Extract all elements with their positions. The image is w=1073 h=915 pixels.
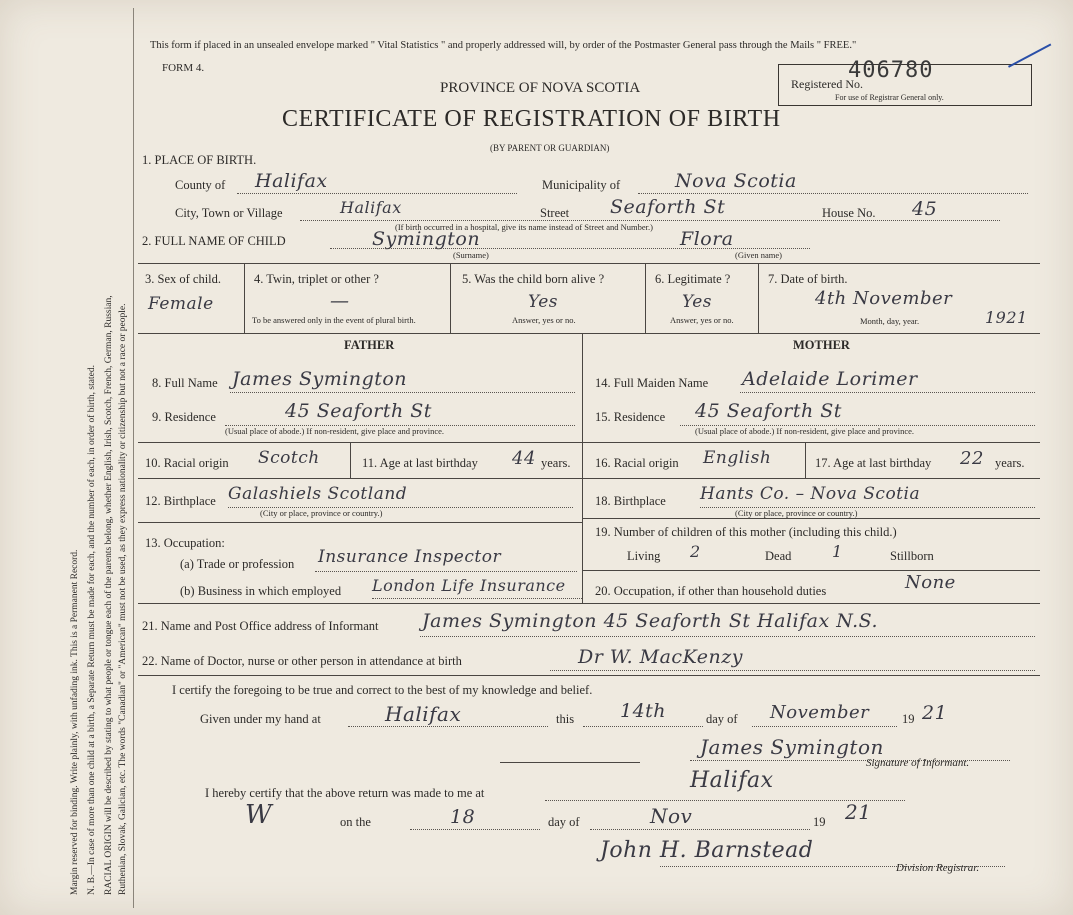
form-number: FORM 4.: [162, 62, 205, 74]
on-the-label: on the: [340, 815, 371, 829]
mother-occupation-value: None: [905, 572, 956, 593]
registered-note: For use of Registrar General only.: [835, 93, 944, 102]
doctor-label: 22. Name of Doctor, nurse or other person in attendance at birth: [142, 654, 462, 668]
father-racial-label: 10. Racial origin: [145, 456, 229, 470]
province-heading: PROVINCE OF NOVA SCOTIA: [440, 80, 641, 96]
certificate-title: CERTIFICATE OF REGISTRATION OF BIRTH: [282, 106, 781, 132]
father-birthplace-value: Galashiels Scotland: [228, 484, 408, 504]
registrar-month-line: [590, 829, 810, 830]
certify-statement: I certify the foregoing to be true and correct to the best of my knowledge and belief.: [172, 683, 593, 697]
legitimate-label: 6. Legitimate ?: [655, 272, 731, 286]
rule-mother-3: [582, 518, 1040, 519]
mother-residence-label: 15. Residence: [595, 410, 666, 424]
given-place: Halifax: [385, 702, 462, 726]
mother-name-value: Adelaide Lorimer: [742, 368, 918, 390]
given-place-line: [348, 726, 548, 727]
twin-value: —: [330, 290, 350, 312]
mother-age-label: 17. Age at last birthday: [815, 456, 932, 470]
mother-name-label: 14. Full Maiden Name: [595, 376, 709, 390]
dob-year: 1921: [985, 308, 1028, 327]
dead-value: 1: [832, 542, 843, 561]
dob-note: Month, day, year.: [860, 316, 920, 326]
mother-heading: MOTHER: [793, 338, 850, 352]
dead-label: Dead: [765, 549, 792, 563]
sex-label: 3. Sex of child.: [145, 272, 222, 286]
mother-age-years: years.: [995, 456, 1025, 470]
certificate-subtitle: (BY PARENT OR GUARDIAN): [490, 143, 610, 153]
margin-note-1: Margin reserved for binding. Write plainly, with unfading ink. This is a Permanent Record.: [70, 549, 80, 895]
rule-col-2: [450, 263, 451, 333]
father-age-years: years.: [541, 456, 571, 470]
legitimate-value: Yes: [682, 292, 713, 312]
registrar-day-of-label: day of: [548, 815, 580, 829]
rule-certification-top: [138, 675, 1040, 676]
given-month: November: [770, 702, 870, 723]
rule-father-age: [350, 442, 351, 478]
city-value: Halifax: [340, 198, 402, 217]
informant-line: [420, 636, 1035, 637]
mother-birthplace-label: 18. Birthplace: [595, 494, 666, 508]
father-business-label: (b) Business in which employed: [180, 584, 342, 598]
father-residence-value: 45 Seaforth St: [285, 400, 432, 422]
twin-note: To be answered only in the event of plural birth.: [252, 315, 416, 325]
this-label: this: [556, 712, 575, 726]
mother-racial-value: English: [703, 448, 772, 468]
father-business-line: [372, 598, 582, 599]
given-month-line: [752, 726, 897, 727]
given-name-caption: (Given name): [735, 250, 782, 260]
mother-residence-value: 45 Seaforth St: [695, 400, 842, 422]
child-name-line: [330, 248, 810, 249]
father-birthplace-note: (City or place, province or country.): [260, 508, 383, 518]
father-trade-label: (a) Trade or profession: [180, 557, 295, 571]
given-year-prefix: 19: [902, 712, 915, 726]
house-label: House No.: [822, 206, 876, 220]
rule-father-2: [138, 478, 582, 479]
alive-value: Yes: [528, 292, 559, 312]
twin-label: 4. Twin, triplet or other ?: [254, 272, 379, 286]
father-age-label: 11. Age at last birthday: [362, 456, 478, 470]
father-heading: FATHER: [344, 338, 395, 352]
registrar-day: 18: [450, 806, 476, 828]
informant-signature-caption: Signature of Informant.: [866, 757, 970, 769]
father-age-value: 44: [512, 448, 536, 469]
father-birthplace-label: 12. Birthplace: [145, 494, 216, 508]
rule-col-1: [244, 263, 245, 333]
binding-margin: [0, 0, 150, 915]
municipality-value: Nova Scotia: [675, 170, 797, 192]
rule-father-3: [138, 522, 582, 523]
margin-note-4: Ruthenian, Slovak, Galician, etc. The words "Canadian" or "American" must not be used, as they express nationality or citizenship but not a race or people.: [118, 303, 128, 895]
rule-col-4: [758, 263, 759, 333]
municipality-label: Municipality of: [542, 178, 621, 192]
living-value: 2: [690, 542, 701, 561]
given-label: Given under my hand at: [200, 712, 321, 726]
mother-occupation-label: 20. Occupation, if other than household duties: [595, 584, 827, 598]
informant-signature: James Symington: [700, 735, 884, 759]
city-label: City, Town or Village: [175, 206, 283, 220]
rule-father-1: [138, 442, 582, 443]
dob-label: 7. Date of birth.: [768, 272, 848, 286]
registrar-caption: Division Registrar.: [896, 862, 980, 874]
dob-value: 4th November: [815, 288, 953, 309]
father-occupation-label: 13. Occupation:: [145, 536, 225, 550]
place-section-label: 1. PLACE OF BIRTH.: [142, 153, 257, 167]
registrar-statement: I hereby certify that the above return was made to me at: [205, 786, 485, 800]
mail-notice: This form if placed in an unsealed envelope marked " Vital Statistics " and properly addressed will, by order of the Postmaster General pass through the Mails " FREE.": [150, 40, 857, 51]
living-label: Living: [627, 549, 661, 563]
sex-value: Female: [148, 294, 214, 314]
rule-parents-top: [138, 333, 1040, 334]
city-line: [300, 220, 1000, 221]
registrar-year-prefix: 19: [813, 815, 826, 829]
registrar-month: Nov: [650, 804, 693, 828]
registered-number-stamp: 406780: [848, 58, 934, 83]
father-trade-value: Insurance Inspector: [318, 547, 502, 567]
street-value: Seaforth St: [610, 196, 726, 218]
mother-abode-note: (Usual place of abode.) If non-resident, give place and province.: [695, 426, 915, 436]
rule-mother-4: [582, 570, 1040, 571]
children-count-label: 19. Number of children of this mother (including this child.): [595, 525, 897, 539]
mother-name-line: [740, 392, 1035, 393]
registrar-mark: W: [245, 800, 273, 830]
margin-divider: [133, 8, 134, 908]
rule-col-3: [645, 263, 646, 333]
rule-informant-top: [138, 603, 1040, 604]
child-name-label: 2. FULL NAME OF CHILD: [142, 234, 286, 248]
given-year: 21: [922, 702, 948, 724]
doctor-value: Dr W. MacKenzy: [578, 646, 743, 668]
informant-value: James Symington 45 Seaforth St Halifax N.S.: [422, 610, 879, 632]
rule-mother-2: [582, 478, 1040, 479]
rule-mother-age: [805, 442, 806, 478]
municipality-line: [638, 193, 1028, 194]
mother-birthplace-note: (City or place, province or country.): [735, 508, 858, 518]
day-of-label: day of: [706, 712, 738, 726]
registrar-day-line: [410, 829, 540, 830]
informant-label: 21. Name and Post Office address of Informant: [142, 619, 379, 633]
rule-top-grid: [138, 263, 1040, 264]
rule-parents-divider: [582, 333, 583, 603]
doctor-line: [550, 670, 1035, 671]
rule-mother-1: [582, 442, 1040, 443]
alive-note: Answer, yes or no.: [512, 315, 576, 325]
registrar-place: Halifax: [690, 768, 774, 793]
father-racial-value: Scotch: [258, 448, 320, 468]
county-label: County of: [175, 178, 226, 192]
given-day: 14th: [620, 700, 667, 722]
given-day-line: [583, 726, 703, 727]
child-surname: Symington: [372, 228, 481, 250]
mother-age-value: 22: [960, 448, 984, 469]
registered-label: Registered No.: [791, 77, 863, 91]
legitimate-note: Answer, yes or no.: [670, 315, 734, 325]
rule-short-center: [500, 762, 640, 763]
margin-note-2: N. B.—In case of more than one child at a birth, a Separate Return must be made for each, and the number of each, in order of birth, stated.: [87, 365, 97, 895]
mother-birthplace-value: Hants Co. – Nova Scotia: [700, 484, 921, 504]
registrar-signature: John H. Barnstead: [600, 838, 814, 863]
mother-racial-label: 16. Racial origin: [595, 456, 679, 470]
street-label: Street: [540, 206, 570, 220]
father-name-value: James Symington: [232, 368, 408, 390]
hospital-note: (If birth occurred in a hospital, give its name instead of Street and Number.): [395, 222, 653, 232]
county-value: Halifax: [255, 170, 328, 192]
alive-label: 5. Was the child born alive ?: [462, 272, 605, 286]
margin-note-3: RACIAL ORIGIN will be described by stating to what people or tongue each of the parents belong, whether English, Irish, Scotch, French, German, Russian,: [104, 295, 114, 895]
father-name-line: [230, 392, 575, 393]
house-value: 45: [912, 198, 938, 220]
child-given-name: Flora: [680, 228, 734, 250]
father-business-value: London Life Insurance: [372, 576, 566, 595]
father-abode-note: (Usual place of abode.) If non-resident, give place and province.: [225, 426, 445, 436]
registrar-year: 21: [845, 800, 872, 824]
father-residence-label: 9. Residence: [152, 410, 216, 424]
father-trade-line: [315, 571, 577, 572]
father-name-label: 8. Full Name: [152, 376, 218, 390]
surname-caption: (Surname): [453, 250, 489, 260]
county-line: [237, 193, 517, 194]
stillborn-label: Stillborn: [890, 549, 934, 563]
